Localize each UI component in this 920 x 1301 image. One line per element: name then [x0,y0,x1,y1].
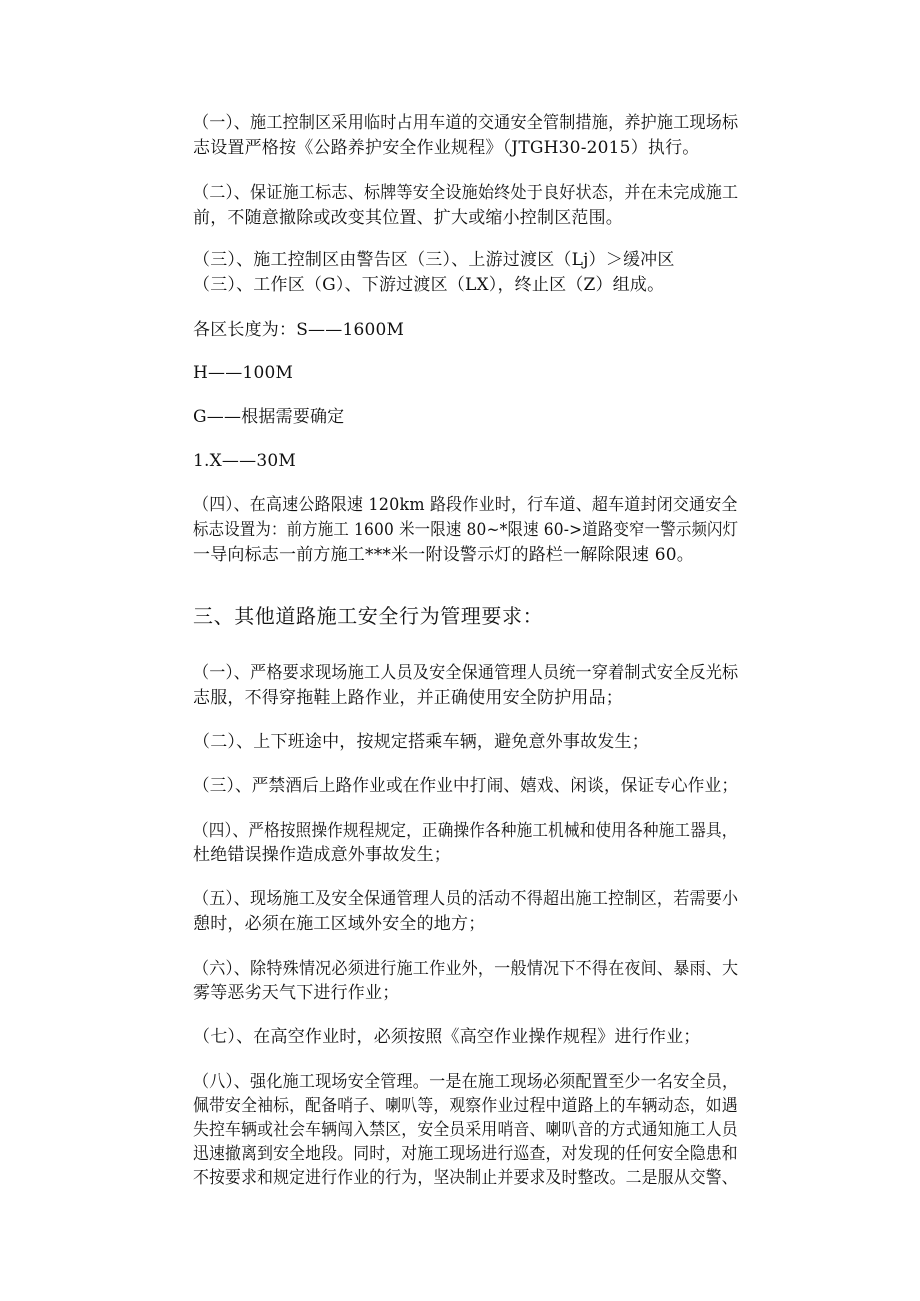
zone-length-g: G——根据需要确定 [193,407,345,427]
text-line: 志服，不得穿拖鞋上路作业，并正确使用安全防护用品； [193,688,623,708]
text-line: （五）、现场施工及安全保通管理人员的活动不得超出施工控制区，若需要小 [193,889,739,909]
requirement-2: （二）、上下班途中，按规定搭乘车辆，避免意外事故发生； [193,732,649,752]
text-line: 杜绝错误操作造成意外事故发生； [193,845,451,865]
text-line: （一）、施工控制区采用临时占用车道的交通安全管制措施，养护施工现场标 [193,113,739,133]
text-line: 憩时，必须在施工区域外安全的地方； [193,914,486,934]
requirement-3: （三）、严禁酒后上路作业或在作业中打闹、嬉戏、闲谈，保证专心作业； [193,776,739,796]
section-heading: 三、其他道路施工安全行为管理要求： [193,604,544,628]
text-line: 前，不随意撤除或改变其位置、扩大或缩小控制区范围。 [193,208,623,228]
requirement-7: （七）、在高空作业时，必须按照《高空作业操作规程》进行作业； [193,1027,701,1047]
text-line: 标志设置为：前方施工 1600 米一限速 80~*限速 60->道路变窄一警示频闪灯 [193,520,739,540]
text-line: （四）、严格按照操作规程规定，正确操作各种施工机械和使用各种施工器具， [193,821,738,841]
text-line: （八）、强化施工现场安全管理。一是在施工现场必须配置至少一名安全员， [193,1072,739,1092]
text-line: 迅速撤离到安全地段。同时，对施工现场进行巡查，对发现的任何安全隐患和 [193,1144,738,1164]
text-line: 志设置严格按《公路养护安全作业规程》（JTGH30-2015）执行。 [193,138,700,158]
text-line: （二）、保证施工标志、标牌等安全设施始终处于良好状态，并在未完成施工 [193,183,739,203]
text-line: 一导向标志一前方施工***米一附设警示灯的路栏一解除限速 60。 [193,545,694,565]
text-line: （四）、在高速公路限速 120km 路段作业时，行车道、超车道封闭交通安全 [193,495,738,515]
zone-length-h: H——100M [193,363,294,383]
text-line: 佩带安全袖标，配备哨子、喇叭等，观察作业过程中道路上的车辆动态，如遇 [193,1096,738,1116]
text-line: （一）、严格要求现场施工人员及安全保通管理人员统一穿着制式安全反光标 [193,663,739,683]
text-line: 不按要求和规定进行作业的行为，坚决制止并要求及时整改。二是服从交警、 [193,1168,738,1188]
text-line: 雾等恶劣天气下进行作业； [193,983,400,1003]
text-line: （三）、工作区（G）、下游过渡区（LX），终止区（Z）组成。 [193,275,665,295]
zone-length-x: 1.X——30M [193,451,296,471]
text-line: 失控车辆或社会车辆闯入禁区，安全员采用哨音、喇叭音的方式通知施工人员 [193,1120,738,1140]
text-line: （六）、除特殊情况必须进行施工作业外，一般情况下不得在夜间、暴雨、大 [193,959,739,979]
zone-length-s: 各区长度为：S——1600M [193,320,405,340]
text-line: （三）、施工控制区由警告区（三）、上游过渡区（Lj）＞缓冲区 [193,250,675,270]
